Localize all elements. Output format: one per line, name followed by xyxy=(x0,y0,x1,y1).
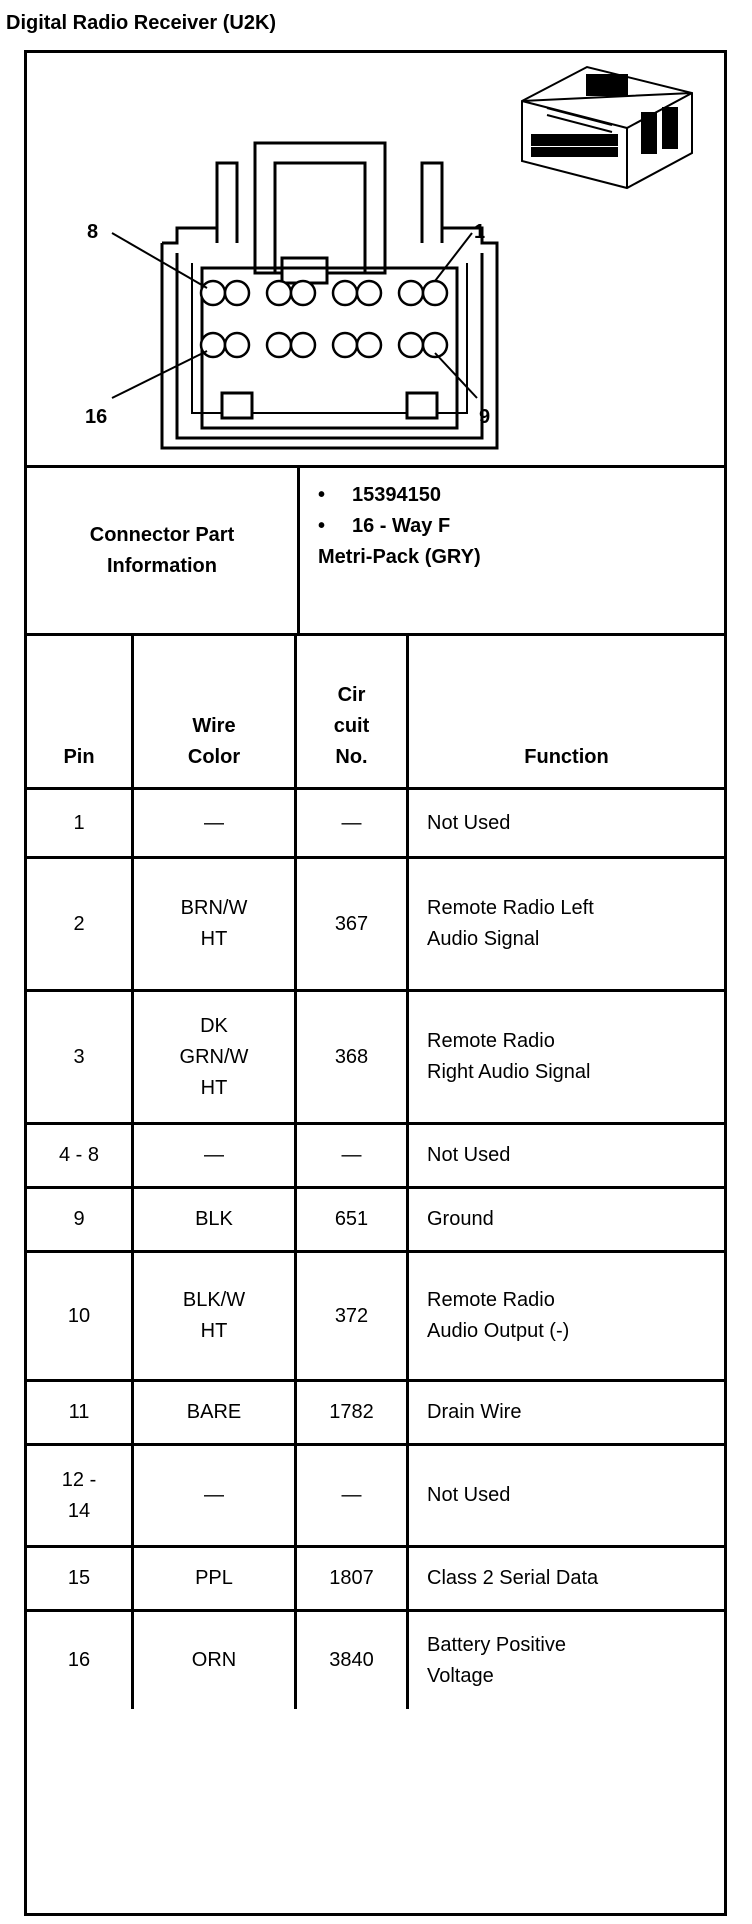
pin-label-9: 9 xyxy=(479,406,491,428)
connector-part-info xyxy=(27,468,724,636)
pinout-table xyxy=(27,636,724,1709)
table-body xyxy=(27,790,724,1709)
bullet-icon: • xyxy=(318,515,326,537)
table-row xyxy=(27,1382,724,1446)
header-pin: Pin xyxy=(27,636,134,787)
wire-color-cell: PPL xyxy=(134,1548,297,1609)
pin-cell: 11 xyxy=(27,1382,134,1443)
wire-color-cell: DK GRN/W HT xyxy=(134,992,297,1122)
circuit-number-cell: 3840 xyxy=(297,1612,409,1709)
connector-type: • 16 - Way F xyxy=(318,511,724,542)
circuit-number-cell: — xyxy=(297,790,409,856)
connector-diagram xyxy=(27,53,724,468)
wire-color-cell: BLK xyxy=(134,1189,297,1250)
pin-cavities xyxy=(201,281,447,357)
circuit-number-cell: 368 xyxy=(297,992,409,1122)
pin-label-1: 1 xyxy=(474,221,486,243)
table-row xyxy=(27,859,724,992)
pin-cell: 2 xyxy=(27,859,134,989)
table-row xyxy=(27,790,724,859)
circuit-number-cell: 1782 xyxy=(297,1382,409,1443)
wire-color-cell: BARE xyxy=(134,1382,297,1443)
function-cell: Remote Radio Right Audio Signal xyxy=(427,1030,591,1083)
circuit-number-cell: 651 xyxy=(297,1189,409,1250)
pin-cell: 9 xyxy=(27,1189,134,1250)
pin-cell: 15 xyxy=(27,1548,134,1609)
function-cell: Not Used xyxy=(427,1484,511,1506)
function-cell: Not Used xyxy=(427,1144,511,1166)
function-cell: Ground xyxy=(427,1208,494,1230)
table-row xyxy=(27,1125,724,1189)
connector-family: Metri-Pack (GRY) xyxy=(318,546,481,568)
pin-cell: 3 xyxy=(27,992,134,1122)
bullet-icon: • xyxy=(318,484,326,506)
table-row xyxy=(27,1446,724,1548)
wire-color-cell: BLK/W HT xyxy=(134,1253,297,1379)
pin-cell: 10 xyxy=(27,1253,134,1379)
table-row xyxy=(27,1548,724,1612)
pin-cell: 16 xyxy=(27,1612,134,1709)
header-wire-color: Wire Color xyxy=(134,636,297,787)
function-cell: Battery Positive Voltage xyxy=(427,1633,566,1687)
circuit-number-cell: — xyxy=(297,1125,409,1186)
connector-part-values xyxy=(300,468,724,633)
function-cell: Remote Radio Audio Output (-) xyxy=(427,1289,570,1342)
table-row xyxy=(27,992,724,1125)
function-cell: Not Used xyxy=(427,811,511,834)
table-row xyxy=(27,1189,724,1253)
connector-face-drawing xyxy=(27,53,724,465)
connector-part-label-line2: Information xyxy=(107,554,217,577)
wire-color-cell: — xyxy=(134,1446,297,1545)
circuit-number-cell: — xyxy=(297,1446,409,1545)
function-cell: Remote Radio Left Audio Signal xyxy=(427,897,594,950)
wire-color-cell: — xyxy=(134,790,297,856)
function-cell: Class 2 Serial Data xyxy=(427,1567,599,1589)
connector-part-label xyxy=(27,468,300,633)
function-cell: Drain Wire xyxy=(427,1401,522,1423)
connector-part-label-line1: Connector Part xyxy=(89,523,235,546)
table-row xyxy=(27,1612,724,1709)
table-header-row xyxy=(27,636,724,790)
circuit-number-cell: 372 xyxy=(297,1253,409,1379)
circuit-number-cell: 1807 xyxy=(297,1548,409,1609)
pin-cell: 4 - 8 xyxy=(27,1125,134,1186)
header-function: Function xyxy=(524,746,609,768)
pin-label-8: 8 xyxy=(87,221,99,243)
pin-cell: 12 - 14 xyxy=(27,1446,134,1545)
wire-color-cell: — xyxy=(134,1125,297,1186)
part-number: • 15394150 xyxy=(318,480,724,511)
wire-color-cell: BRN/W HT xyxy=(134,859,297,989)
wire-color-cell: ORN xyxy=(134,1612,297,1709)
pin-cell: 1 xyxy=(27,790,134,856)
connector-sheet xyxy=(24,50,727,1916)
table-row xyxy=(27,1253,724,1382)
connector-thumbnail xyxy=(522,67,692,188)
page-title: Digital Radio Receiver (U2K) xyxy=(6,12,277,34)
header-circuit-no: Cir cuit No. xyxy=(297,636,409,787)
circuit-number-cell: 367 xyxy=(297,859,409,989)
pin-label-16: 16 xyxy=(85,406,108,428)
